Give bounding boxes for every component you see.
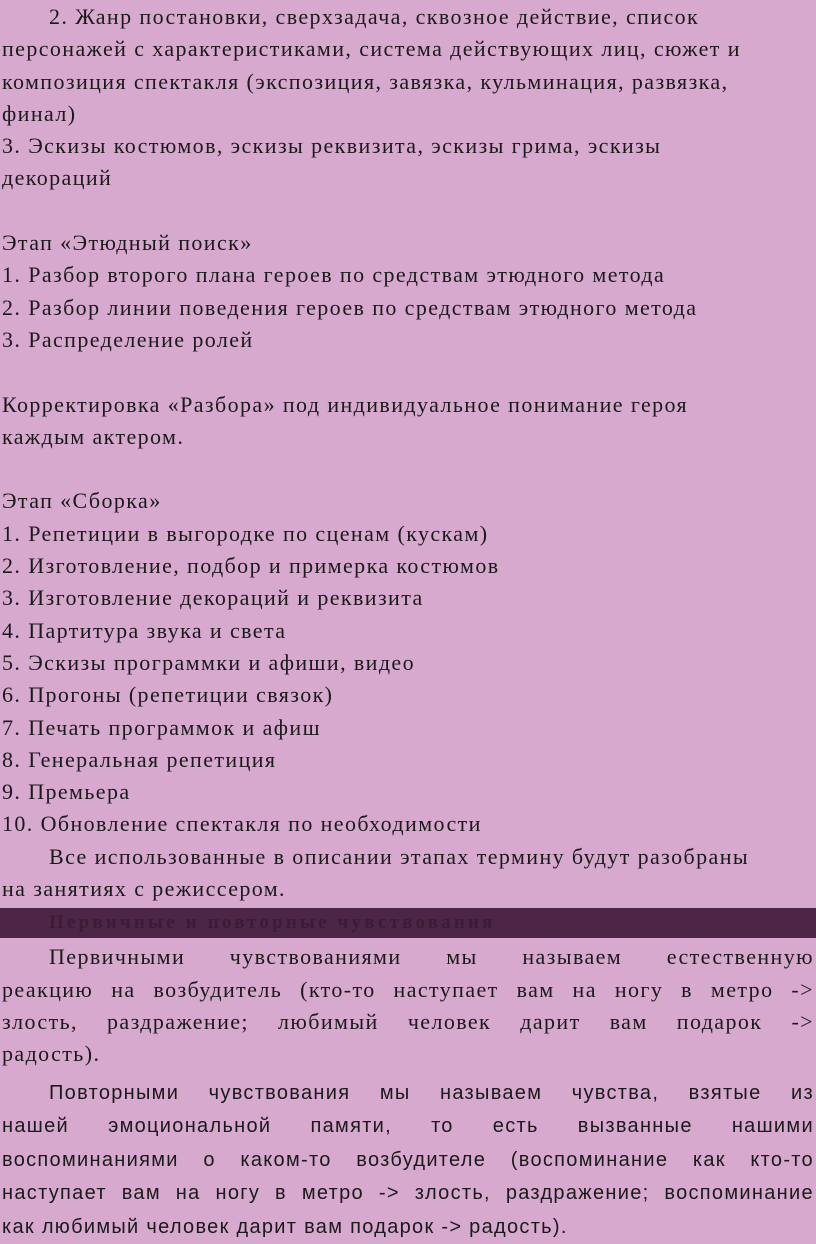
list-item: 10. Обновление спектакля по необходимости [0, 808, 816, 840]
stage-title-assembly: Этап «Сборка» [0, 485, 816, 517]
list-item: 1. Разбор второго плана героев по средствам этюдного метода [0, 259, 816, 291]
word: есть [493, 1110, 539, 1144]
blank-line [0, 195, 816, 227]
list-item: 3. Изготовление декораций и реквизита [0, 582, 816, 614]
word: мы [446, 941, 478, 973]
list-item: 2. Изготовление, подбор и примерка костюмов [0, 550, 816, 582]
closing-line: Все использованные в описании этапах термину будут разобраны [0, 841, 816, 873]
word: раздражение; [107, 1006, 249, 1038]
blank-line [0, 453, 816, 485]
word: кто-то [750, 1144, 814, 1178]
word: естественную [667, 941, 814, 973]
justified-line [0, 1144, 816, 1178]
intro-line: 2. Жанр постановки, сверхзадача, сквозное действие, список [0, 1, 816, 33]
word: -> [791, 1006, 814, 1038]
word: из [791, 1077, 814, 1111]
intro-line: персонажей с характеристиками, система действующих лиц, сюжет и [0, 33, 816, 65]
justified-line [0, 1077, 816, 1111]
paragraph-last-line: как любимый человек дарит вам подарок -> радость). [0, 1211, 816, 1244]
list-item: 3. Распределение ролей [0, 324, 816, 356]
word: наступает [2, 1177, 107, 1211]
word: злость, [415, 1177, 491, 1211]
justified-line [0, 1177, 816, 1211]
primary-feelings-paragraph [0, 941, 816, 1070]
word: -> [379, 1177, 400, 1211]
word: как [693, 1144, 726, 1178]
closing-line: на занятиях с режиссером. [0, 873, 816, 905]
word: возбудитель [154, 974, 283, 1006]
stage-title-etude: Этап «Этюдный поиск» [0, 227, 816, 259]
justified-line [0, 974, 816, 1006]
word: (воспоминание [511, 1144, 668, 1178]
list-item: 5. Эскизы программки и афиши, видео [0, 647, 816, 679]
word: воспоминание [664, 1177, 814, 1211]
word: чувствования [209, 1077, 351, 1111]
word: любимый [278, 1006, 379, 1038]
word: памяти, [310, 1110, 392, 1144]
word: злость, [2, 1006, 78, 1038]
word: возбудителе [356, 1144, 486, 1178]
word: чувства, [572, 1077, 659, 1111]
paragraph-last-line: радость). [0, 1038, 816, 1070]
word: наступает [394, 974, 499, 1006]
word: в [681, 974, 693, 1006]
list-item: 9. Премьера [0, 776, 816, 808]
justified-line [0, 941, 816, 973]
list-item: 8. Генеральная репетиция [0, 744, 816, 776]
word: на [111, 974, 135, 1006]
secondary-feelings-paragraph [0, 1077, 816, 1244]
word: метро [711, 974, 774, 1006]
word: взятые [689, 1077, 762, 1111]
word: вам [517, 974, 555, 1006]
list-item: 2. Разбор линии поведения героев по средствам этюдного метода [0, 292, 816, 324]
word: на [176, 1177, 201, 1211]
list-item: 6. Прогоны (репетиции связок) [0, 679, 816, 711]
word: называем [522, 941, 622, 973]
correction-line: Корректировка «Разбора» под индивидуальное понимание героя [0, 389, 816, 421]
word: -> [791, 974, 814, 1006]
list-item: 3. Эскизы костюмов, эскизы реквизита, эскизы грима, эскизы [0, 130, 816, 162]
justified-line [0, 1006, 816, 1038]
word: дарит [520, 1006, 580, 1038]
word: в [275, 1177, 287, 1211]
word: ногу [615, 974, 663, 1006]
word: Повторными [49, 1077, 179, 1111]
word: называем [440, 1077, 542, 1111]
list-item-continuation: декораций [0, 162, 816, 194]
section-heading: Первичные и повторные чувствования [0, 908, 816, 938]
word: мы [380, 1077, 411, 1111]
word: раздражение; [506, 1177, 650, 1211]
list-item: 7. Печать программок и афиш [0, 712, 816, 744]
word: нашей [2, 1110, 69, 1144]
justified-line [0, 1110, 816, 1144]
word: Первичными [49, 941, 185, 973]
correction-line: каждым актером. [0, 421, 816, 453]
word: то [431, 1110, 454, 1144]
word: каком-то [240, 1144, 331, 1178]
word: вызванные [578, 1110, 693, 1144]
word: нашими [732, 1110, 814, 1144]
intro-line: композиция спектакля (экспозиция, завязка, кульминация, развязка, [0, 66, 816, 98]
list-item: 1. Репетиции в выгородке по сценам (кускам) [0, 518, 816, 550]
word: человек [408, 1006, 491, 1038]
word: вам [122, 1177, 161, 1211]
word: ногу [215, 1177, 260, 1211]
list-item: 4. Партитура звука и света [0, 615, 816, 647]
blank-line [0, 356, 816, 388]
word: реакцию [2, 974, 93, 1006]
word: метро [302, 1177, 364, 1211]
word: чувствованиями [230, 941, 402, 973]
word: подарок [677, 1006, 763, 1038]
intro-line: финал) [0, 98, 816, 130]
word: на [573, 974, 597, 1006]
word: (кто-то [300, 974, 376, 1006]
word: о [203, 1144, 215, 1178]
word: вам [610, 1006, 648, 1038]
word: эмоциональной [108, 1110, 271, 1144]
word: воспоминаниями [2, 1144, 179, 1178]
